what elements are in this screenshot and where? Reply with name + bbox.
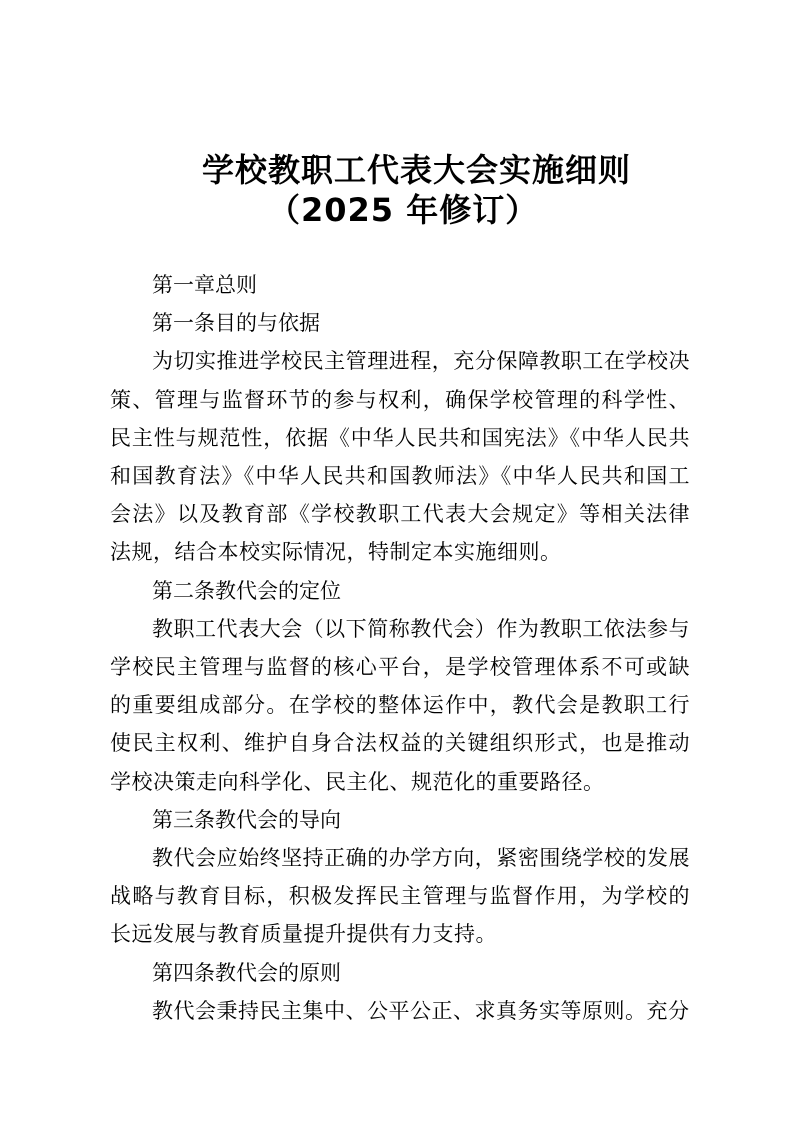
chapter-heading: 第一章总则	[152, 273, 257, 297]
section-body-4: 教代会秉持民主集中、公平公正、求真务实等原则。充分	[152, 998, 690, 1023]
section-body-2: 教职工代表大会（以下简称教代会）作为教职工依法参与学校民主管理与监督的核心平台，是学校管理体系不可或缺的重要组成部分。在学校的整体运作中，教代会是教职工行使民主权利、维护自身合法权益的关键组织形式，也是推动学校决策走向科学化、民主化、规范化的重要路径。	[110, 616, 690, 794]
document-body	[110, 266, 690, 1030]
section-heading-4: 第四条教代会的原则	[152, 960, 341, 985]
document-subtitle: （2025 年修订）	[268, 191, 539, 229]
section-heading-1: 第一条目的与依据	[152, 311, 320, 336]
section-heading-3: 第三条教代会的导向	[152, 807, 341, 832]
section-body-1: 为切实推进学校民主管理进程，充分保障教职工在学校决策、管理与监督环节的参与权利，确保学校管理的科学性、民主性与规范性，依据《中华人民共和国宪法》《中华人民共和国教育法》《中华人民共和国教师法》《中华人民共和国工会法》以及教育部《学校教职工代表大会规定》等相关法律法规，结合本校实际情况，特制定本实施细则。	[110, 349, 690, 565]
section-body-3: 教代会应始终坚持正确的办学方向，紧密围绕学校的发展战略与教育目标，积极发挥民主管理与监督作用，为学校的长远发展与教育质量提升提供有力支持。	[110, 846, 690, 947]
document-title: 学校教职工代表大会实施细则	[201, 151, 631, 189]
section-heading-2: 第二条教代会的定位	[152, 578, 341, 603]
